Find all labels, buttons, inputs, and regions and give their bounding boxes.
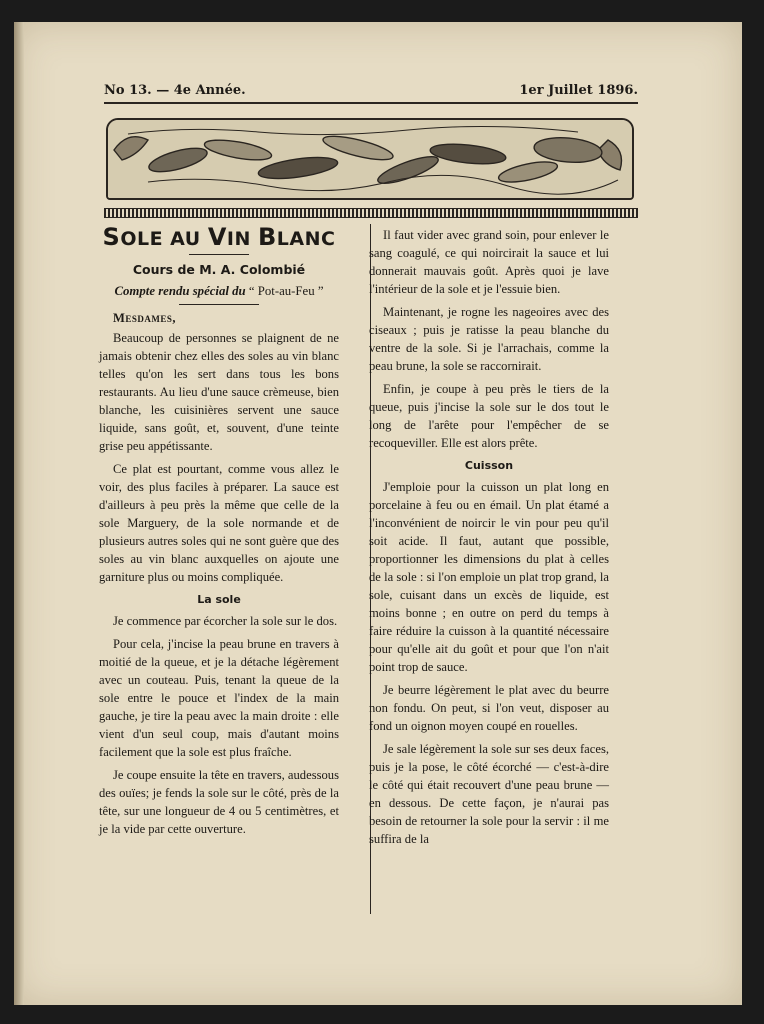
article-author: Cours de M. A. Colombié: [132, 262, 306, 277]
paragraph: Maintenant, je rogne les nageoires avec des ciseaux ; puis je ratisse la peau blanche du ventre de la sole. Si je l'arrachais, comme la peau brune, la sole se raccornirait.: [369, 305, 609, 373]
section-title-la-sole: La sole: [197, 593, 241, 606]
section-title-cuisson: Cuisson: [464, 459, 514, 472]
paragraph: Je beurre légèrement le plat avec du beurre non fondu. On peut, si l'on veut, disposer au fond un oignon moyen coupé en rouelles.: [369, 683, 609, 733]
paragraph: Je coupe ensuite la tête en travers, audessous des ouïes; je fends la sole sur le côté, près de la tête, sur une longueur de 4 ou 5 centimètres, et je la vide par cette ouverture.: [99, 768, 339, 836]
page-spine: [14, 22, 24, 1005]
paragraph: Je commence par écorcher la sole sur le dos.: [113, 614, 338, 628]
left-column: [99, 223, 339, 843]
article-title: SOLE AU VIN BLANC: [102, 223, 336, 251]
magazine-page: [14, 22, 742, 1005]
paragraph: Ce plat est pourtant, comme vous allez le voir, des plus faciles à préparer. La sauce est d'ailleurs à peu près la même que celle de la sole Marguery, de la sole normande et de plusieurs autres soles qui ne sont guère que des soles au vin blanc auxquelles on ajoute une garniture plus ou moins compliquée.: [99, 462, 339, 584]
title-rule: [189, 254, 249, 255]
paragraph: Je sale légèrement la sole sur ses deux faces, puis je la pose, le côté écorché — c'est-à-dire le côté qui était recouvert d'une peau brune — en dessous. De cette façon, je n'aurai pas besoin de retourner la sole pour la servir : il me suffira de la: [369, 742, 609, 846]
issue-number: No 13. — 4e Année.: [104, 83, 246, 98]
paragraph: Pour cela, j'incise la peau brune en travers à moitié de la queue, et je la détache légèrement avec un couteau. Puis, tenant la queue de la sole entre le pouce et l'index de la main gauche, je tire la peau avec la main droite : elle vient d'un seul coup, mais d'autant moins facilement que la sole est plus fraîche.: [99, 637, 339, 759]
header-rule: [104, 102, 638, 104]
fish-illustration-icon: [108, 120, 632, 198]
fish-banner: [106, 118, 634, 200]
issue-date: 1er Juillet 1896.: [519, 83, 638, 98]
salutation: Mesdames,: [113, 311, 177, 325]
paragraph: Enfin, je coupe à peu près le tiers de la queue, puis j'incise la sole sur le dos tout le long de l'arête pour l'empêcher de se recoqueviller. Elle est alors prête.: [369, 382, 609, 450]
page-header: [104, 83, 638, 98]
subtitle-rule: [179, 304, 259, 305]
paragraph: J'emploie pour la cuisson un plat long en porcelaine à feu ou en émail. Un plat étamé a l'inconvénient de noircir le vin pour peu qu'il soit acide. Il faut, autant que possible, proportionner les dimensions du plat à celles de la sole : si l'on emploie un plat trop grand, la sole, cuisant dans un excès de liquide, est moins bonne ; en outre on perd du temps à faire réduire la cuisson à la quantité nécessaire pour qu'elle ait du goût et pour que l'on n'ait point trop de sauce.: [369, 480, 609, 674]
paragraph: Beaucoup de personnes se plaignent de ne jamais obtenir chez elles des soles au vin blanc telles qu'on les sert dans tous les bons restaurants. Au lieu d'une sauce crèmeuse, bien blanche, les cuisinières servent une sauce liquide, sans goût, et, souvent, d'une teinte grise peu appétissante.: [99, 331, 339, 453]
ornamental-divider: [104, 208, 638, 218]
paragraph: Il faut vider avec grand soin, pour enlever le sang coagulé, ce qui noircirait la sauce et lui donnerait mauvais goût. Après quoi je lave l'intérieur de la sole et je l'essuie bien.: [369, 228, 609, 296]
right-column: [369, 226, 609, 853]
article-subtitle: Compte rendu spécial du “ Pot-au-Feu ”: [114, 284, 324, 298]
